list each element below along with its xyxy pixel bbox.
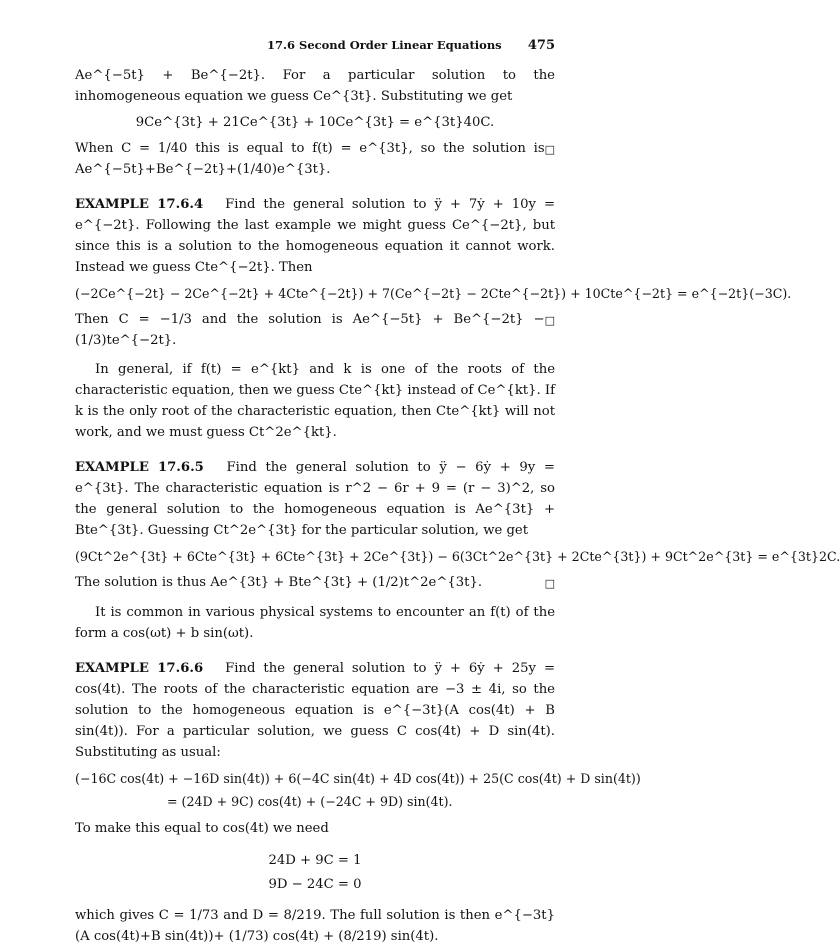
- example-text: Find the general solution to ÿ − 6ẏ + 9y = e^{3t}. The characteristic equation is r^2 − 6r + 9 = (r − 3)^2, so the general solution to the homogeneous equation is Ae^{3t} + Bte^{3t}. Guessing Ct^2e^{3t} for the particular solution, we get: [75, 460, 555, 538]
- system-equation: 24D + 9C = 1: [268, 853, 362, 868]
- example-6-equation-line1: (−16C cos(4t) + −16D sin(4t)) + 6(−4C sin(4t) + 4D cos(4t)) + 25(C cos(4t) + D sin(4t)): [75, 771, 641, 786]
- textbook-page: [75, 36, 840, 947]
- example-6-equation-line2: = (24D + 9C) cos(4t) + (−24C + 9D) sin(4t).: [167, 794, 453, 809]
- general-remark: In general, if f(t) = e^{kt} and k is one of the roots of the characteristic equation, then we guess Cte^{kt} instead of Ce^{kt}. If k is the only root of the characteristic equation, then Cte^{kt} will not work, and we must guess Ct^2e^{kt}.: [75, 362, 555, 440]
- qed-mark: □: [544, 314, 555, 327]
- intro-paragraph: Ae^{−5t} + Be^{−2t}. For a particular solution to the inhomogeneous equation we guess Ce^{3t}. Substituting we get: [75, 68, 555, 104]
- example-text: Find the general solution to ÿ + 7ẏ + 10y = e^{−2t}. Following the last example we might guess Ce^{−2t}, but since this is a solution to the homogeneous equation it cannot work. Instead we guess Cte^{−2t}. Then: [75, 197, 555, 275]
- example-5-equation: (9Ct^2e^{3t} + 6Cte^{3t} + 6Cte^{3t} + 2Ce^{3t}) − 6(3Ct^2e^{3t} + 2Cte^{3t}) + 9Ct^2e^{3t} = e^{3t}2C.: [75, 549, 840, 564]
- running-header: [75, 36, 555, 55]
- example-heading: EXAMPLE 17.6.5: [75, 460, 204, 475]
- example-4-conclusion: [75, 309, 555, 351]
- example-5-conclusion-text: The solution is thus Ae^{3t} + Bte^{3t} + (1/2)t^2e^{3t}.: [75, 575, 483, 590]
- intro-conclusion: [75, 138, 555, 180]
- page-number: 475: [527, 38, 555, 53]
- example-text: Find the general solution to ÿ + 6ẏ + 25y = cos(4t). The roots of the characteristic equation are −3 ± 4i, so the solution to the homogeneous equation is e^{−3t}(A cos(4t) + B sin(4t)). For a particular solution, we guess C cos(4t) + D sin(4t). Substituting as usual:: [75, 661, 555, 760]
- example-4-conclusion-text: Then C = −1/3 and the solution is Ae^{−5t} + Be^{−2t} − (1/3)te^{−2t}.: [75, 312, 545, 348]
- intro-conclusion-text: When C = 1/40 this is equal to f(t) = e^{3t}, so the solution is Ae^{−5t}+Be^{−2t}+(1/40)e^{3t}.: [75, 141, 545, 177]
- example-4-equation: (−2Ce^{−2t} − 2Ce^{−2t} + 4Cte^{−2t}) + 7(Ce^{−2t} − 2Cte^{−2t}) + 10Cte^{−2t} = e^{−2t}(−3C).: [75, 286, 792, 301]
- intro-equation: 9Ce^{3t} + 21Ce^{3t} + 10Ce^{3t} = e^{3t}40C.: [135, 115, 495, 130]
- example-heading: EXAMPLE 17.6.6: [75, 661, 204, 676]
- example-17-6-5: [75, 457, 555, 541]
- example-6-conclusion: which gives C = 1/73 and D = 8/219. The full solution is then e^{−3t}(A cos(4t)+B sin(4t))+ (1/73) cos(4t) + (8/219) sin(4t).: [75, 908, 555, 944]
- example-17-6-4: [75, 194, 555, 278]
- qed-mark: □: [544, 577, 555, 590]
- example-6-lead-in: To make this equal to cos(4t) we need: [75, 821, 329, 836]
- example-5-conclusion: [75, 572, 555, 594]
- example-17-6-6: [75, 658, 555, 763]
- example-heading: EXAMPLE 17.6.4: [75, 197, 204, 212]
- equation-system: [75, 849, 555, 897]
- qed-mark: □: [544, 143, 555, 156]
- system-equation: 9D − 24C = 0: [268, 877, 362, 892]
- section-title: 17.6 Second Order Linear Equations: [267, 38, 502, 52]
- physical-remark: It is common in various physical systems to encounter an f(t) of the form a cos(ωt) + b sin(ωt).: [75, 605, 555, 641]
